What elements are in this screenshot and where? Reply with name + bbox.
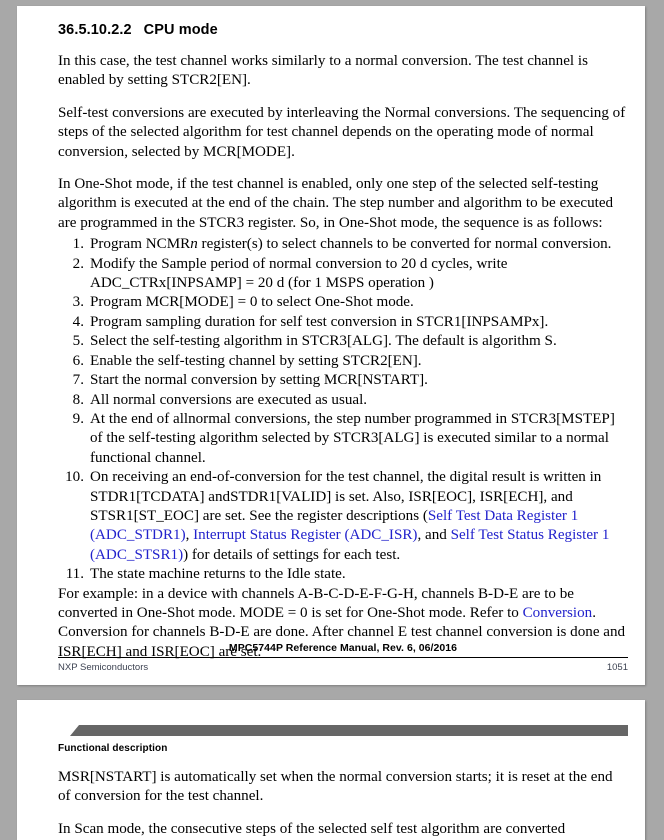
list-item xyxy=(58,371,628,390)
xref-interrupt-status-register[interactable]: Interrupt Status Register (ADC_ISR) xyxy=(193,527,418,544)
list-item xyxy=(58,313,628,332)
paragraph-msr-nstart: MSR[NSTART] is automatically set when the normal conversion starts; it is reset at the end of conversion for the test channel. xyxy=(58,769,613,805)
list-marker: 3. xyxy=(72,294,84,311)
xref-self-test-data-register-1[interactable]: Self Test Data Register 1 (ADC_STDR1) xyxy=(90,507,579,544)
list-marker: 5. xyxy=(72,333,84,350)
document-page-1 xyxy=(17,6,645,685)
section-number: 36.5.10.2.2 xyxy=(58,22,132,38)
running-head-label: Functional description xyxy=(58,743,168,754)
xref-separator-1: , xyxy=(185,527,194,544)
list-marker: 4. xyxy=(72,313,84,330)
list-marker: 2. xyxy=(72,255,84,272)
list-item xyxy=(58,352,628,371)
list-marker: 10. xyxy=(65,469,84,486)
list-marker: 1. xyxy=(72,236,84,253)
list-text-pre: Program NCMR xyxy=(90,236,191,253)
list-item xyxy=(58,391,628,410)
list-marker: 11. xyxy=(65,566,84,583)
list-text: Program MCR[MODE] = 0 to select One-Shot mode. xyxy=(90,294,414,311)
paragraph-oneshot: In One-Shot mode, if the test channel is enabled, only one step of the selected self-testing algorithm is executed at the end of the chain. The step number and algorithm to be executed are programmed in the STCR3 register. So, in One-Shot mode, the sequence is as follows: xyxy=(58,176,614,231)
list-text: On receiving an end-of-conversion for the test channel, the digital result is written in STDR1[TCDATA] andSTDR1[VALID] is set. Also, ISR[EOC], ISR[ECH], and STSR1[ST_EOC] are set. See the register descriptions ( xyxy=(90,469,602,524)
list-item xyxy=(58,255,628,294)
list-item xyxy=(58,332,628,351)
steps-list xyxy=(58,235,628,584)
list-item xyxy=(58,468,628,565)
list-item xyxy=(58,293,628,312)
page-title xyxy=(58,6,628,38)
section-title-text: CPU mode xyxy=(143,22,218,38)
list-text: Enable the self-testing channel by setting STCR2[EN]. xyxy=(90,352,422,369)
paragraph-scan-mode: In Scan mode, the consecutive steps of the selected self test algorithm are converted xyxy=(58,820,566,837)
list-item xyxy=(58,565,628,584)
example-text-post: . Conversion for channels B-D-E are done. After channel E test channel conversion is done and ISR[ECH] and ISR[EOC] are set. xyxy=(58,604,626,660)
list-text: Modify the Sample period of normal conversion to 20 d cycles, write ADC_CTRx[INPSAMP] = 20 d (for 1 MSPS operation ) xyxy=(90,255,508,292)
running-head-bar xyxy=(70,725,628,736)
italic-register-index: n xyxy=(190,236,198,253)
list-text: Start the normal conversion by setting MCR[NSTART]. xyxy=(90,372,428,389)
list-marker: 7. xyxy=(72,372,84,389)
list-text: All normal conversions are executed as usual. xyxy=(90,391,368,408)
list-text: At the end of allnormal conversions, the step number programmed in STCR3[MSTEP] of the self-testing algorithm selected by STCR3[ALG] is executed similar to a normal functional channel. xyxy=(90,410,615,466)
footer-manual-title: MPC5744P Reference Manual, Rev. 6, 06/2016 xyxy=(228,642,458,654)
document-page-2 xyxy=(17,700,645,840)
list-text: Program sampling duration for self test conversion in STCR1[INPSAMPx]. xyxy=(90,313,549,330)
list-item xyxy=(58,410,628,468)
list-marker: 8. xyxy=(72,391,84,408)
xref-separator-2: , and xyxy=(417,527,451,544)
paragraph-intro: In this case, the test channel works similarly to a normal conversion. The test channel is enabled by setting STCR2[EN]. xyxy=(58,53,588,89)
xref-conversion[interactable]: Conversion xyxy=(522,604,593,621)
list-text-post: register(s) to select channels to be converted for normal conversion. xyxy=(197,236,612,253)
list-text-tail: ) for details of settings for each test. xyxy=(183,546,401,563)
list-text: The state machine returns to the Idle state. xyxy=(90,566,346,583)
example-text-pre: For example: in a device with channels A-B-C-D-E-F-G-H, channels B-D-E are to be converted in One-Shot mode. MODE = 0 is set for One-Shot mode. Refer to xyxy=(58,585,574,621)
paragraph-selftest: Self-test conversions are executed by interleaving the Normal conversions. The sequencing of steps of the selected algorithm for test channel depends on the operating mode of normal conversion, selected by MCR[MODE]. xyxy=(58,104,626,160)
page-footer xyxy=(58,642,628,673)
list-item xyxy=(58,235,628,254)
list-marker: 6. xyxy=(72,352,84,369)
footer-page-number: 1051 xyxy=(606,662,628,673)
footer-company: NXP Semiconductors xyxy=(58,662,149,673)
xref-self-test-status-register-1[interactable]: Self Test Status Register 1 (ADC_STSR1) xyxy=(90,527,610,563)
list-text: Select the self-testing algorithm in STCR3[ALG]. The default is algorithm S. xyxy=(90,333,557,350)
list-marker: 9. xyxy=(72,410,84,427)
